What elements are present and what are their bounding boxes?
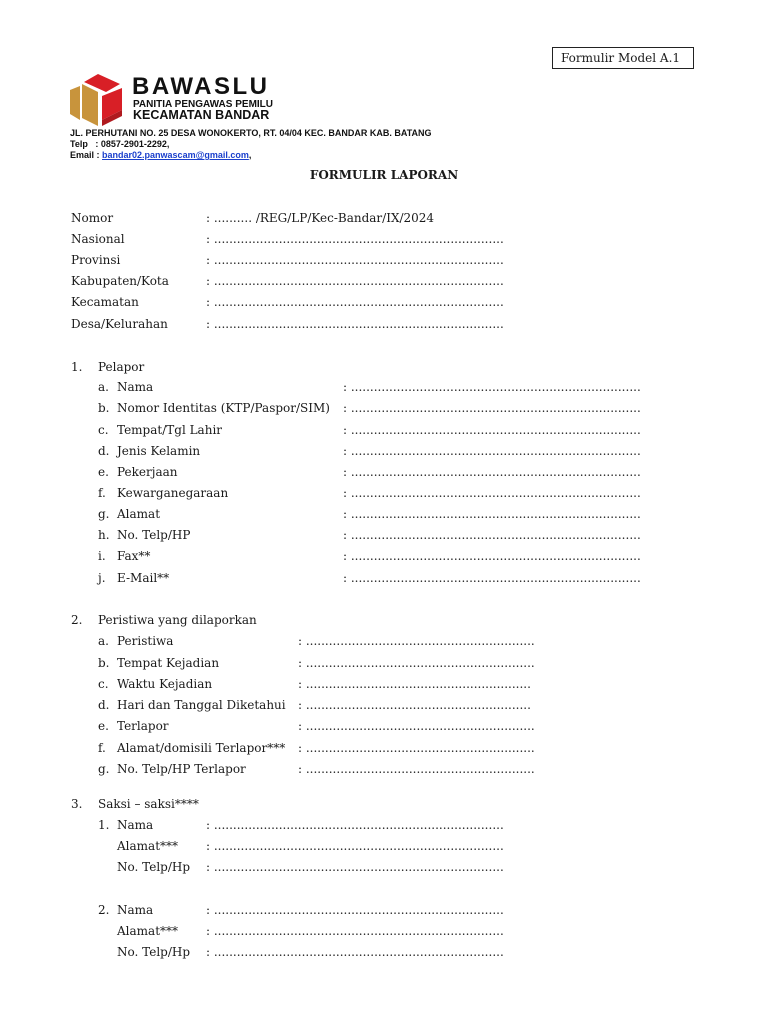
item-value: : ............................................................ bbox=[298, 719, 535, 733]
org-name: BAWASLU bbox=[132, 73, 270, 100]
section1-title: Pelapor bbox=[98, 360, 145, 374]
item-label: Peristiwa bbox=[117, 634, 174, 648]
witness-value: : ............................................................................ bbox=[206, 903, 504, 917]
item-label: Tempat/Tgl Lahir bbox=[117, 423, 223, 437]
bawaslu-logo-icon bbox=[68, 70, 130, 128]
witness-label: Nama bbox=[117, 818, 154, 832]
section3-title: Saksi – saksi**** bbox=[98, 797, 199, 811]
witness-label: Nama bbox=[117, 903, 154, 917]
item-label: No. Telp/HP Terlapor bbox=[117, 762, 246, 776]
witness-label: No. Telp/Hp bbox=[117, 860, 191, 874]
header-field-label: Nasional bbox=[71, 232, 125, 246]
item-value: : ............................................................................ bbox=[343, 528, 641, 542]
header-field-label: Kabupaten/Kota bbox=[71, 274, 169, 288]
item-letter: d. bbox=[98, 698, 110, 712]
item-label: Alamat bbox=[117, 507, 161, 521]
witness-value: : ............................................................................ bbox=[206, 860, 504, 874]
item-label: Hari dan Tanggal Diketahui bbox=[117, 698, 286, 712]
item-letter: g. bbox=[98, 762, 110, 776]
item-letter: a. bbox=[98, 634, 109, 648]
email-suffix: , bbox=[248, 150, 252, 160]
header-field-value: : ............................................................................ bbox=[206, 274, 504, 288]
item-value: : ............................................................................ bbox=[343, 401, 641, 415]
email-label: Email : bbox=[70, 150, 100, 160]
section2-num: 2. bbox=[71, 613, 83, 627]
item-letter: f. bbox=[98, 741, 106, 755]
header-field-value: : ............................................................................ bbox=[206, 253, 504, 267]
item-label: No. Telp/HP bbox=[117, 528, 191, 542]
item-label: Kewarganegaraan bbox=[117, 486, 229, 500]
item-value: : ........................................................... bbox=[298, 698, 531, 712]
item-value: : ............................................................................ bbox=[343, 380, 641, 394]
item-label: Alamat/domisili Terlapor*** bbox=[117, 741, 286, 755]
item-label: E-Mail** bbox=[117, 571, 170, 585]
item-label: Nomor Identitas (KTP/Paspor/SIM) bbox=[117, 401, 330, 415]
section2-title: Peristiwa yang dilaporkan bbox=[98, 613, 257, 627]
header-field-label: Nomor bbox=[71, 211, 114, 225]
header-field-label: Kecamatan bbox=[71, 295, 139, 309]
witness-value: : ............................................................................ bbox=[206, 839, 504, 853]
header-field-value: : ............................................................................ bbox=[206, 232, 504, 246]
form-title: FORMULIR LAPORAN bbox=[309, 168, 459, 182]
witness-num: 1. bbox=[98, 818, 110, 832]
item-value: : ............................................................ bbox=[298, 656, 535, 670]
item-value: : ............................................................................ bbox=[343, 465, 641, 479]
telp-value: : 0857-2901-2292, bbox=[95, 139, 170, 149]
item-value: : ............................................................ bbox=[298, 634, 535, 648]
email-link[interactable]: bandar02.panwascam@gmail.com bbox=[102, 150, 249, 160]
form-model-box bbox=[552, 47, 694, 69]
item-label: Jenis Kelamin bbox=[117, 444, 201, 458]
email-line bbox=[70, 150, 251, 160]
header-field-value: : .......... /REG/LP/Kec-Bandar/IX/2024 bbox=[206, 211, 435, 225]
item-letter: c. bbox=[98, 423, 109, 437]
item-letter: b. bbox=[98, 401, 110, 415]
item-value: : ........................................................... bbox=[298, 677, 531, 691]
section3-num: 3. bbox=[71, 797, 83, 811]
item-value: : ............................................................................ bbox=[343, 507, 641, 521]
witness-value: : ............................................................................ bbox=[206, 924, 504, 938]
section1-num: 1. bbox=[71, 360, 83, 374]
witness-label: Alamat*** bbox=[117, 839, 179, 853]
item-letter: j. bbox=[98, 571, 106, 585]
item-value: : ............................................................................ bbox=[343, 486, 641, 500]
item-letter: c. bbox=[98, 677, 109, 691]
item-letter: g. bbox=[98, 507, 110, 521]
item-value: : ............................................................................ bbox=[343, 423, 641, 437]
item-value: : ............................................................ bbox=[298, 741, 535, 755]
item-letter: i. bbox=[98, 549, 106, 563]
witness-label: Alamat*** bbox=[117, 924, 179, 938]
item-value: : ............................................................................ bbox=[343, 571, 641, 585]
item-label: Fax** bbox=[117, 549, 151, 563]
item-letter: e. bbox=[98, 719, 109, 733]
item-letter: d. bbox=[98, 444, 110, 458]
org-line1: PANITIA PENGAWAS PEMILU bbox=[133, 99, 274, 110]
telp-line bbox=[70, 139, 169, 149]
item-label: Terlapor bbox=[117, 719, 169, 733]
header-field-value: : ............................................................................ bbox=[206, 317, 504, 331]
item-label: Nama bbox=[117, 380, 154, 394]
item-letter: h. bbox=[98, 528, 110, 542]
item-letter: a. bbox=[98, 380, 109, 394]
item-value: : ............................................................................ bbox=[343, 549, 641, 563]
item-label: Pekerjaan bbox=[117, 465, 178, 479]
witness-label: No. Telp/Hp bbox=[117, 945, 191, 959]
header-field-value: : ............................................................................ bbox=[206, 295, 504, 309]
item-value: : ............................................................ bbox=[298, 762, 535, 776]
witness-num: 2. bbox=[98, 903, 110, 917]
address-line: JL. PERHUTANI NO. 25 DESA WONOKERTO, RT. 04/04 KEC. BANDAR KAB. BATANG bbox=[70, 128, 432, 138]
witness-value: : ............................................................................ bbox=[206, 945, 504, 959]
item-label: Tempat Kejadian bbox=[117, 656, 220, 670]
witness-value: : ............................................................................ bbox=[206, 818, 504, 832]
form-model-label: Formulir Model A.1 bbox=[561, 51, 681, 65]
telp-label: Telp bbox=[70, 139, 88, 149]
item-letter: b. bbox=[98, 656, 110, 670]
item-letter: e. bbox=[98, 465, 109, 479]
item-value: : ............................................................................ bbox=[343, 444, 641, 458]
item-label: Waktu Kejadian bbox=[117, 677, 213, 691]
header-field-label: Provinsi bbox=[71, 253, 121, 267]
org-line2: KECAMATAN BANDAR bbox=[133, 108, 270, 122]
header-field-label: Desa/Kelurahan bbox=[71, 317, 168, 331]
item-letter: f. bbox=[98, 486, 106, 500]
